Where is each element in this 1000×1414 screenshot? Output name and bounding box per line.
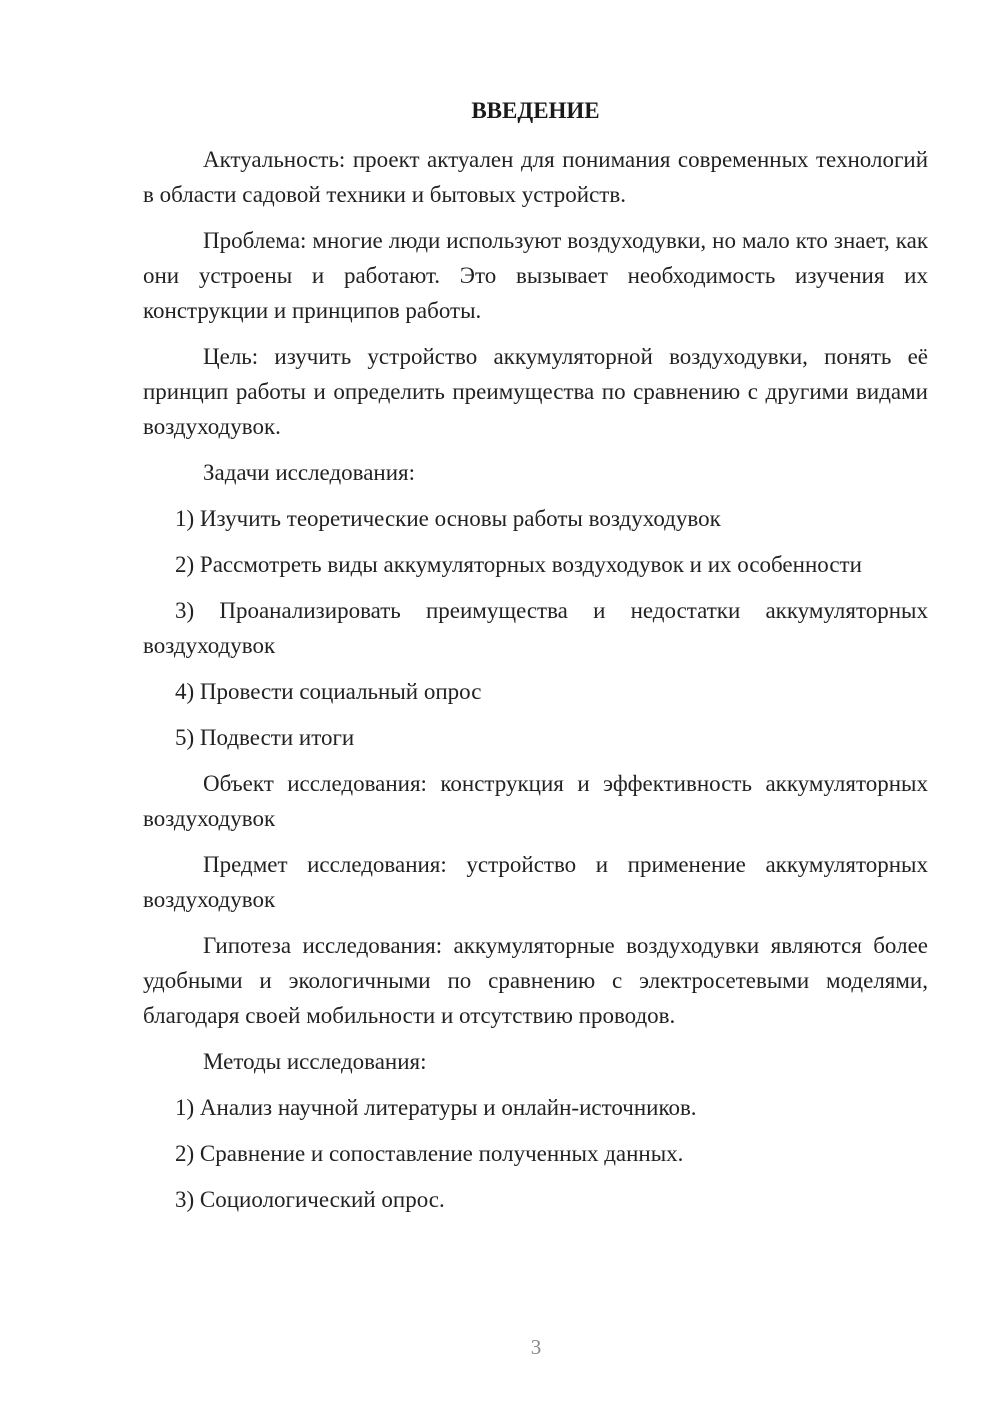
object-paragraph: Объект исследования: конструкция и эффективность аккумуляторных воздуходувок [143, 771, 928, 831]
method-item: 3) Социологический опрос. [175, 1187, 445, 1212]
page-number: 3 [530, 1335, 542, 1359]
methods-heading: Методы исследования: [203, 1049, 427, 1074]
subject-paragraph: Предмет исследования: устройство и применение аккумуляторных воздуходувок [143, 852, 928, 912]
tasks-heading: Задачи исследования: [203, 460, 416, 485]
page-content [143, 94, 928, 1228]
method-item: 2) Сравнение и сопоставление полученных данных. [175, 1141, 684, 1166]
goal-paragraph: Цель: изучить устройство аккумуляторной воздуходувки, понять её принцип работы и определить преимущества по сравнению с другими видами воздуходувок. [143, 344, 928, 439]
task-item: 4) Провести социальный опрос [175, 679, 482, 704]
relevance-paragraph: Актуальность: проект актуален для понимания современных технологий в области садовой техники и бытовых устройств. [143, 147, 928, 207]
problem-paragraph: Проблема: многие люди используют воздуходувки, но мало кто знает, как они устроены и работают. Это вызывает необходимость изучения их конструкции и принципов работы. [143, 228, 928, 323]
hypothesis-paragraph: Гипотеза исследования: аккумуляторные воздуходувки являются более удобными и экологичными по сравнению с электросетевыми моделями, благодаря своей мобильности и отсутствию проводов. [143, 933, 928, 1028]
task-item: 5) Подвести итоги [175, 725, 355, 750]
task-item: 3) Проанализировать преимущества и недостатки аккумуляторных воздуходувок [143, 598, 928, 658]
task-item: 2) Рассмотреть виды аккумуляторных воздуходувок и их особенности [175, 552, 862, 577]
task-item: 1) Изучить теоретические основы работы воздуходувок [175, 506, 721, 531]
method-item: 1) Анализ научной литературы и онлайн-источников. [175, 1095, 697, 1120]
section-title: ВВЕДЕНИЕ [471, 98, 600, 123]
